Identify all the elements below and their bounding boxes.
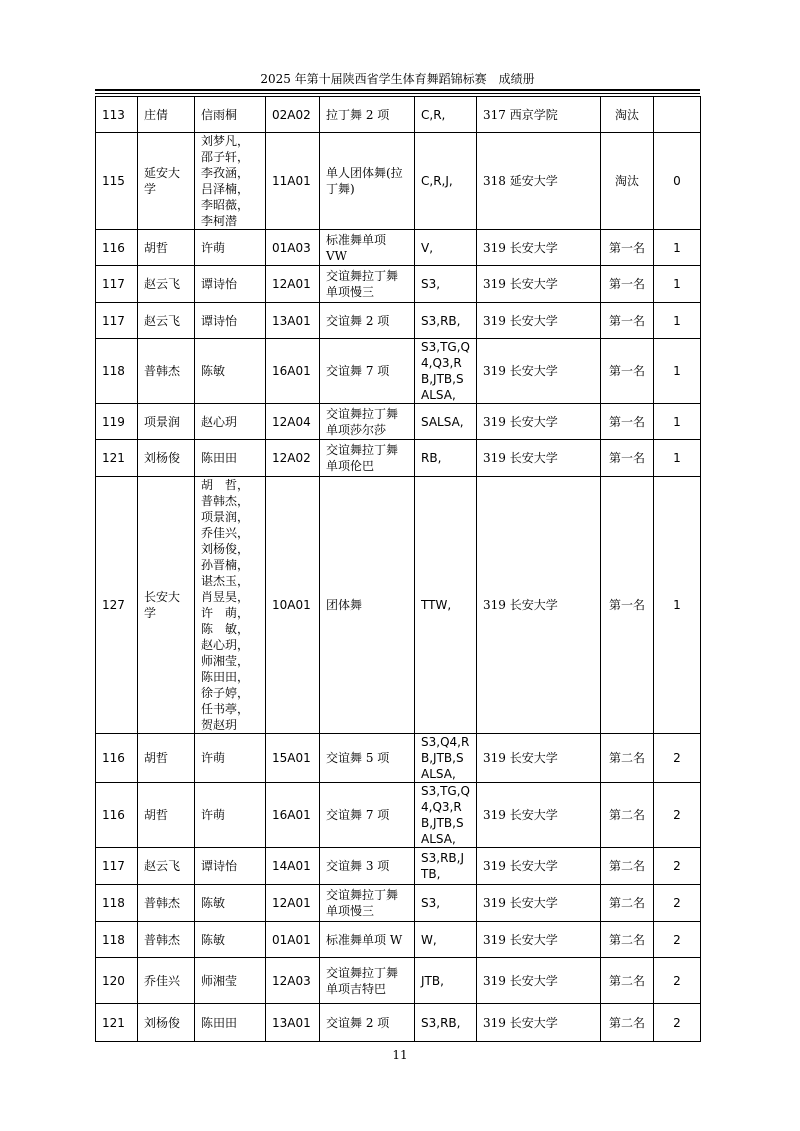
cell-team: 刘杨俊 (138, 440, 195, 477)
cell-result: 第一名 (601, 404, 654, 440)
cell-dances: S3,TG,Q4,Q3,RB,JTB,SALSA, (415, 783, 477, 848)
cell-result: 第一名 (601, 477, 654, 734)
table-row (96, 440, 701, 477)
cell-rank: 1 (654, 266, 701, 303)
cell-team: 胡哲 (138, 734, 195, 783)
partner-name: 李柯潜 (201, 214, 238, 228)
partner-name: 陈敏 (201, 896, 226, 910)
cell-dances: S3,RB,JTB, (415, 848, 477, 885)
cell-school: 319 长安大学 (477, 783, 601, 848)
cell-school: 319 长安大学 (477, 734, 601, 783)
cell-partner (195, 266, 266, 303)
cell-dances: S3,RB, (415, 1004, 477, 1042)
cell-team: 长安大学 (138, 477, 195, 734)
cell-partner (195, 97, 266, 133)
cell-event: 标准舞单项 W (320, 922, 415, 958)
cell-number: 117 (96, 303, 138, 339)
cell-school: 319 长安大学 (477, 404, 601, 440)
table-row (96, 922, 701, 958)
cell-rank (654, 97, 701, 133)
cell-rank: 2 (654, 734, 701, 783)
cell-team: 赵云飞 (138, 266, 195, 303)
page-header-title: 2025 年第十届陕西省学生体育舞蹈锦标赛 成绩册 (260, 72, 535, 86)
partner-name: 陈田田 (201, 451, 238, 465)
page-number: 11 (392, 1048, 408, 1062)
cell-number: 116 (96, 783, 138, 848)
cell-team: 胡哲 (138, 230, 195, 266)
cell-rank: 1 (654, 303, 701, 339)
cell-team: 赵云飞 (138, 303, 195, 339)
cell-number: 115 (96, 133, 138, 230)
partner-name: 师湘莹 (201, 973, 238, 988)
partner-name: 赵心玥， (201, 638, 250, 652)
cell-event-code: 12A01 (266, 885, 320, 922)
cell-number: 121 (96, 1004, 138, 1042)
partner-name: 陈 敏， (201, 622, 250, 636)
cell-team: 普韩杰 (138, 922, 195, 958)
cell-event-code: 12A01 (266, 266, 320, 303)
cell-rank: 1 (654, 339, 701, 404)
table-row (96, 734, 701, 783)
partner-name: 任书葶， (201, 702, 250, 716)
partner-name: 许萌 (201, 808, 226, 822)
cell-dances: W, (415, 922, 477, 958)
cell-school: 319 长安大学 (477, 339, 601, 404)
cell-school: 319 长安大学 (477, 885, 601, 922)
partner-name: 刘梦凡， (201, 134, 250, 148)
partner-name: 贺赵玥 (201, 718, 238, 732)
cell-result: 第二名 (601, 1004, 654, 1042)
cell-partner (195, 440, 266, 477)
cell-school: 319 长安大学 (477, 303, 601, 339)
cell-team: 赵云飞 (138, 848, 195, 885)
cell-school: 319 长安大学 (477, 922, 601, 958)
cell-rank: 2 (654, 922, 701, 958)
cell-school: 319 长安大学 (477, 266, 601, 303)
cell-result: 第一名 (601, 339, 654, 404)
cell-partner (195, 734, 266, 783)
cell-team: 庄倩 (138, 97, 195, 133)
cell-event-code: 13A01 (266, 1004, 320, 1042)
cell-event: 单人团体舞(拉丁舞) (320, 133, 415, 230)
cell-dances: S3, (415, 885, 477, 922)
table-row (96, 477, 701, 734)
partner-name: 谭诗怡 (201, 313, 238, 328)
cell-event: 交谊舞 3 项 (320, 848, 415, 885)
cell-event: 交谊舞拉丁舞单项慢三 (320, 266, 415, 303)
partner-name: 邵子轩， (201, 150, 250, 164)
cell-number: 117 (96, 848, 138, 885)
cell-partner (195, 133, 266, 230)
cell-team: 乔佳兴 (138, 958, 195, 1004)
cell-dances: S3,RB, (415, 303, 477, 339)
cell-dances: C,R, (415, 97, 477, 133)
cell-result: 第二名 (601, 848, 654, 885)
cell-team: 项景润 (138, 404, 195, 440)
cell-event: 交谊舞 2 项 (320, 303, 415, 339)
cell-number: 118 (96, 922, 138, 958)
partner-name: 师湘莹， (201, 654, 250, 668)
cell-event-code: 12A02 (266, 440, 320, 477)
cell-number: 127 (96, 477, 138, 734)
cell-dances: SALSA, (415, 404, 477, 440)
header-rule-thin (95, 93, 700, 94)
cell-dances: C,R,J, (415, 133, 477, 230)
cell-event-code: 13A01 (266, 303, 320, 339)
cell-event: 交谊舞拉丁舞单项慢三 (320, 885, 415, 922)
cell-rank: 2 (654, 885, 701, 922)
cell-school: 318 延安大学 (477, 133, 601, 230)
cell-number: 113 (96, 97, 138, 133)
cell-rank: 2 (654, 848, 701, 885)
partner-name: 谭诗怡 (201, 859, 238, 873)
cell-result: 第二名 (601, 958, 654, 1004)
cell-partner (195, 783, 266, 848)
cell-number: 119 (96, 404, 138, 440)
partner-name: 徐子婷， (201, 686, 250, 700)
table-row (96, 97, 701, 133)
cell-rank: 1 (654, 404, 701, 440)
partner-name: 陈敏 (201, 364, 226, 378)
partner-name: 陈田田， (201, 670, 250, 684)
cell-school: 319 长安大学 (477, 477, 601, 734)
cell-event-code: 10A01 (266, 477, 320, 734)
cell-partner (195, 339, 266, 404)
cell-number: 118 (96, 339, 138, 404)
cell-partner (195, 922, 266, 958)
cell-dances: RB, (415, 440, 477, 477)
table-row (96, 783, 701, 848)
cell-team: 普韩杰 (138, 885, 195, 922)
cell-event-code: 16A01 (266, 783, 320, 848)
cell-dances: S3,TG,Q4,Q3,RB,JTB,SALSA, (415, 339, 477, 404)
results-table-body (96, 97, 701, 1042)
cell-rank: 2 (654, 783, 701, 848)
partner-name: 许萌 (201, 240, 226, 255)
partner-name: 吕泽楠， (201, 182, 250, 196)
partner-name: 胡 哲， (201, 478, 250, 492)
cell-event-code: 01A01 (266, 922, 320, 958)
cell-rank: 2 (654, 958, 701, 1004)
cell-result: 第一名 (601, 230, 654, 266)
cell-number: 116 (96, 734, 138, 783)
partner-name: 许萌 (201, 751, 226, 765)
cell-dances: JTB, (415, 958, 477, 1004)
cell-result: 第一名 (601, 440, 654, 477)
partner-name: 刘杨俊， (201, 542, 250, 556)
table-row (96, 1004, 701, 1042)
cell-event: 交谊舞 7 项 (320, 339, 415, 404)
cell-event-code: 12A03 (266, 958, 320, 1004)
cell-event: 交谊舞拉丁舞单项伦巴 (320, 440, 415, 477)
cell-team: 普韩杰 (138, 339, 195, 404)
cell-event-code: 12A04 (266, 404, 320, 440)
partner-name: 孙晋楠， (201, 558, 250, 572)
cell-dances: S3,Q4,RB,JTB,SALSA, (415, 734, 477, 783)
cell-partner (195, 885, 266, 922)
cell-event-code: 11A01 (266, 133, 320, 230)
cell-partner (195, 1004, 266, 1042)
partner-name: 许 萌， (201, 606, 250, 620)
partner-name: 谌杰玉， (201, 574, 250, 588)
table-row (96, 958, 701, 1004)
cell-result: 第一名 (601, 266, 654, 303)
cell-team: 刘杨俊 (138, 1004, 195, 1042)
cell-rank: 1 (654, 440, 701, 477)
cell-event-code: 16A01 (266, 339, 320, 404)
cell-number: 121 (96, 440, 138, 477)
cell-event-code: 01A03 (266, 230, 320, 266)
partner-name: 赵心玥 (201, 414, 238, 429)
cell-rank: 1 (654, 230, 701, 266)
partner-name: 普韩杰， (201, 494, 250, 508)
cell-dances: S3, (415, 266, 477, 303)
partner-name: 李孜涵， (201, 166, 250, 180)
cell-number: 116 (96, 230, 138, 266)
partner-name: 陈田田 (201, 1015, 238, 1030)
cell-number: 117 (96, 266, 138, 303)
cell-number: 118 (96, 885, 138, 922)
cell-result: 淘汰 (601, 97, 654, 133)
cell-partner (195, 230, 266, 266)
table-row (96, 230, 701, 266)
cell-dances: V, (415, 230, 477, 266)
cell-result: 第一名 (601, 303, 654, 339)
cell-team: 胡哲 (138, 783, 195, 848)
table-row (96, 885, 701, 922)
partner-name: 李昭薇， (201, 198, 250, 212)
cell-result: 淘汰 (601, 133, 654, 230)
table-row (96, 266, 701, 303)
cell-rank: 0 (654, 133, 701, 230)
header-rule-thick (95, 89, 700, 91)
cell-team: 延安大学 (138, 133, 195, 230)
cell-partner (195, 404, 266, 440)
partner-name: 谭诗怡 (201, 277, 238, 291)
cell-school: 319 长安大学 (477, 958, 601, 1004)
partner-name: 信雨桐 (201, 107, 238, 122)
cell-event: 拉丁舞 2 项 (320, 97, 415, 133)
table-row (96, 303, 701, 339)
cell-event: 团体舞 (320, 477, 415, 734)
cell-event: 交谊舞 5 项 (320, 734, 415, 783)
table-row (96, 133, 701, 230)
cell-event: 标准舞单项 VW (320, 230, 415, 266)
cell-partner (195, 477, 266, 734)
cell-school: 317 西京学院 (477, 97, 601, 133)
table-row (96, 339, 701, 404)
cell-partner (195, 303, 266, 339)
cell-event: 交谊舞拉丁舞单项吉特巴 (320, 958, 415, 1004)
cell-event: 交谊舞拉丁舞单项莎尔莎 (320, 404, 415, 440)
cell-result: 第二名 (601, 922, 654, 958)
cell-rank: 1 (654, 477, 701, 734)
cell-partner (195, 958, 266, 1004)
cell-partner (195, 848, 266, 885)
partner-name: 肖昱昊， (201, 590, 250, 604)
cell-event: 交谊舞 7 项 (320, 783, 415, 848)
cell-result: 第二名 (601, 783, 654, 848)
cell-rank: 2 (654, 1004, 701, 1042)
cell-event-code: 02A02 (266, 97, 320, 133)
cell-school: 319 长安大学 (477, 1004, 601, 1042)
table-row (96, 848, 701, 885)
cell-school: 319 长安大学 (477, 848, 601, 885)
results-table (95, 96, 701, 1042)
partner-name: 陈敏 (201, 932, 226, 947)
partner-name: 乔佳兴， (201, 526, 250, 540)
table-row (96, 404, 701, 440)
cell-result: 第二名 (601, 734, 654, 783)
cell-number: 120 (96, 958, 138, 1004)
cell-result: 第二名 (601, 885, 654, 922)
cell-event-code: 15A01 (266, 734, 320, 783)
partner-name: 项景润， (201, 510, 250, 524)
cell-event: 交谊舞 2 项 (320, 1004, 415, 1042)
cell-event-code: 14A01 (266, 848, 320, 885)
cell-school: 319 长安大学 (477, 230, 601, 266)
cell-school: 319 长安大学 (477, 440, 601, 477)
cell-dances: TTW, (415, 477, 477, 734)
